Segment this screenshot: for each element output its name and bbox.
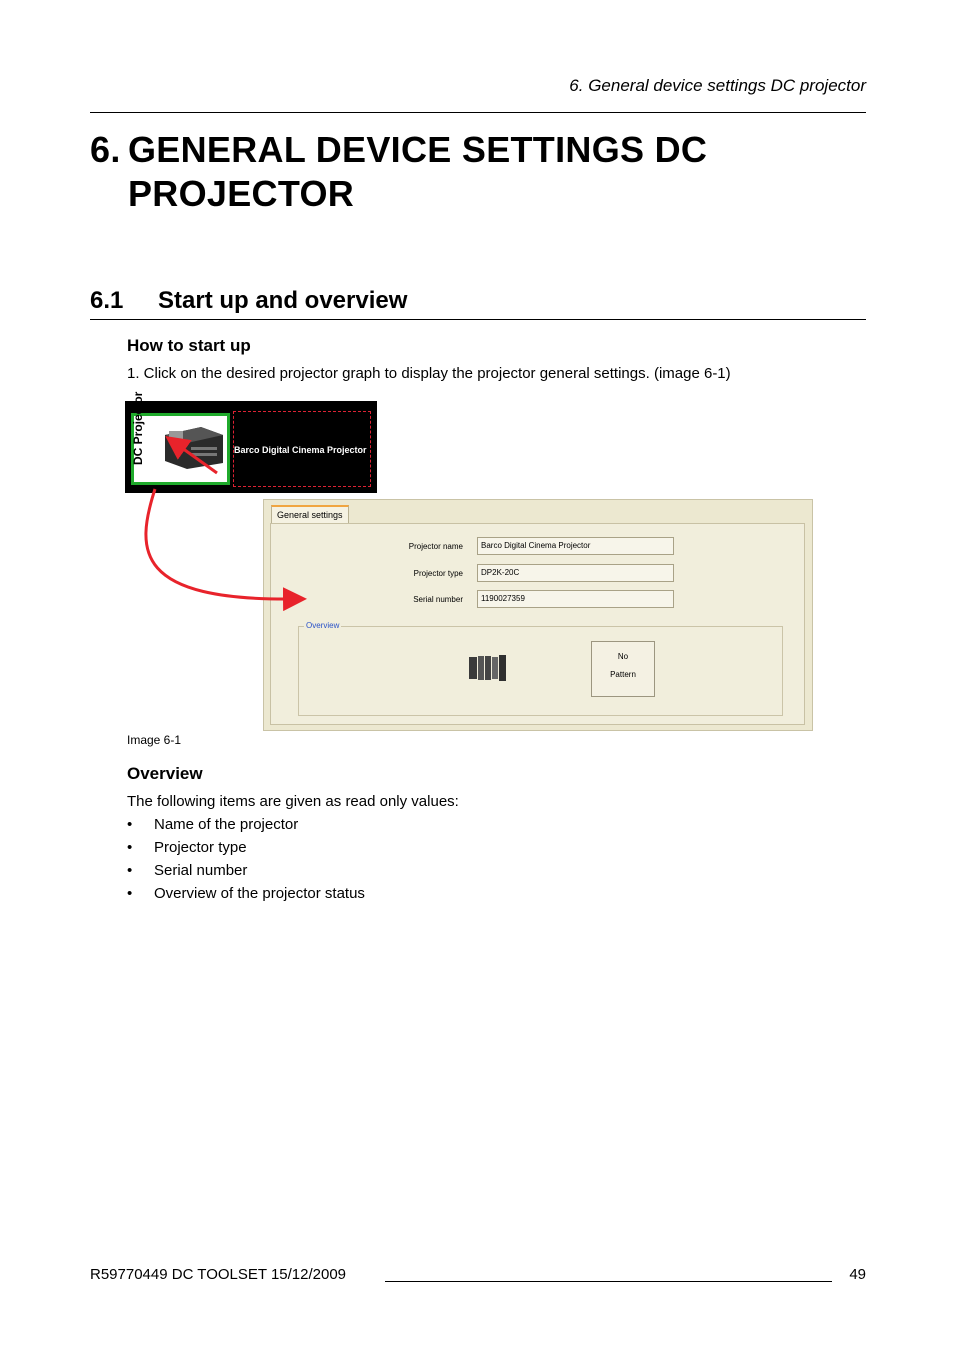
step-1-text: 1. Click on the desired projector graph to display the projector general settings. (image 6-1) [127,365,731,382]
header-rule [90,112,866,113]
red-arrow-annotations [125,401,813,731]
list-item [127,839,247,856]
section-title-text: Start up and overview [158,287,408,314]
projector-name-label: Projector name [408,542,463,551]
page-number: 49 [849,1266,866,1283]
chapter-title [90,128,866,216]
overview-heading: Overview [127,764,203,783]
serial-number-field: 1190027359 [477,590,674,608]
bullet-mark: • [127,816,133,833]
section-title [90,287,407,315]
pattern-line-1: No [617,652,629,661]
tile-vertical-label: DC Projector [131,391,145,465]
tile-name: Barco Digital Cinema Projector [234,445,367,455]
list-item-text: Overview of the projector status [154,885,365,902]
chapter-title-text: GENERAL DEVICE SETTINGS DC PROJECTOR [128,129,708,214]
list-item-text: Projector type [154,839,247,856]
tab-general-settings[interactable]: General settings [271,505,349,524]
serial-number-label: Serial number [413,595,463,604]
list-item [127,885,365,902]
list-item-text: Serial number [154,862,248,879]
section-rule [90,319,866,320]
footer-doc-info: R59770449 DC TOOLSET 15/12/2009 [90,1266,347,1283]
bullet-mark: • [127,862,133,879]
pattern-line-2: Pattern [610,670,636,679]
image-caption: Image 6-1 [127,733,182,747]
projector-type-field: DP2K-20C [477,564,674,582]
running-header: 6. General device settings DC projector [569,76,866,95]
figure-image-6-1 [125,391,813,731]
how-to-start-up-heading: How to start up [127,336,251,355]
footer-rule [385,1281,832,1282]
bullet-mark: • [127,885,133,902]
projector-name-field: Barco Digital Cinema Projector [477,537,674,555]
overview-intro: The following items are given as read only values: [127,793,459,810]
list-item [127,816,298,833]
list-item [127,862,247,879]
bullet-mark: • [127,839,133,856]
overview-legend: Overview [306,621,340,630]
list-item-text: Name of the projector [154,816,299,833]
projector-type-label: Projector type [413,569,463,578]
chapter-number: 6. [90,129,121,170]
section-number: 6.1 [90,287,124,314]
